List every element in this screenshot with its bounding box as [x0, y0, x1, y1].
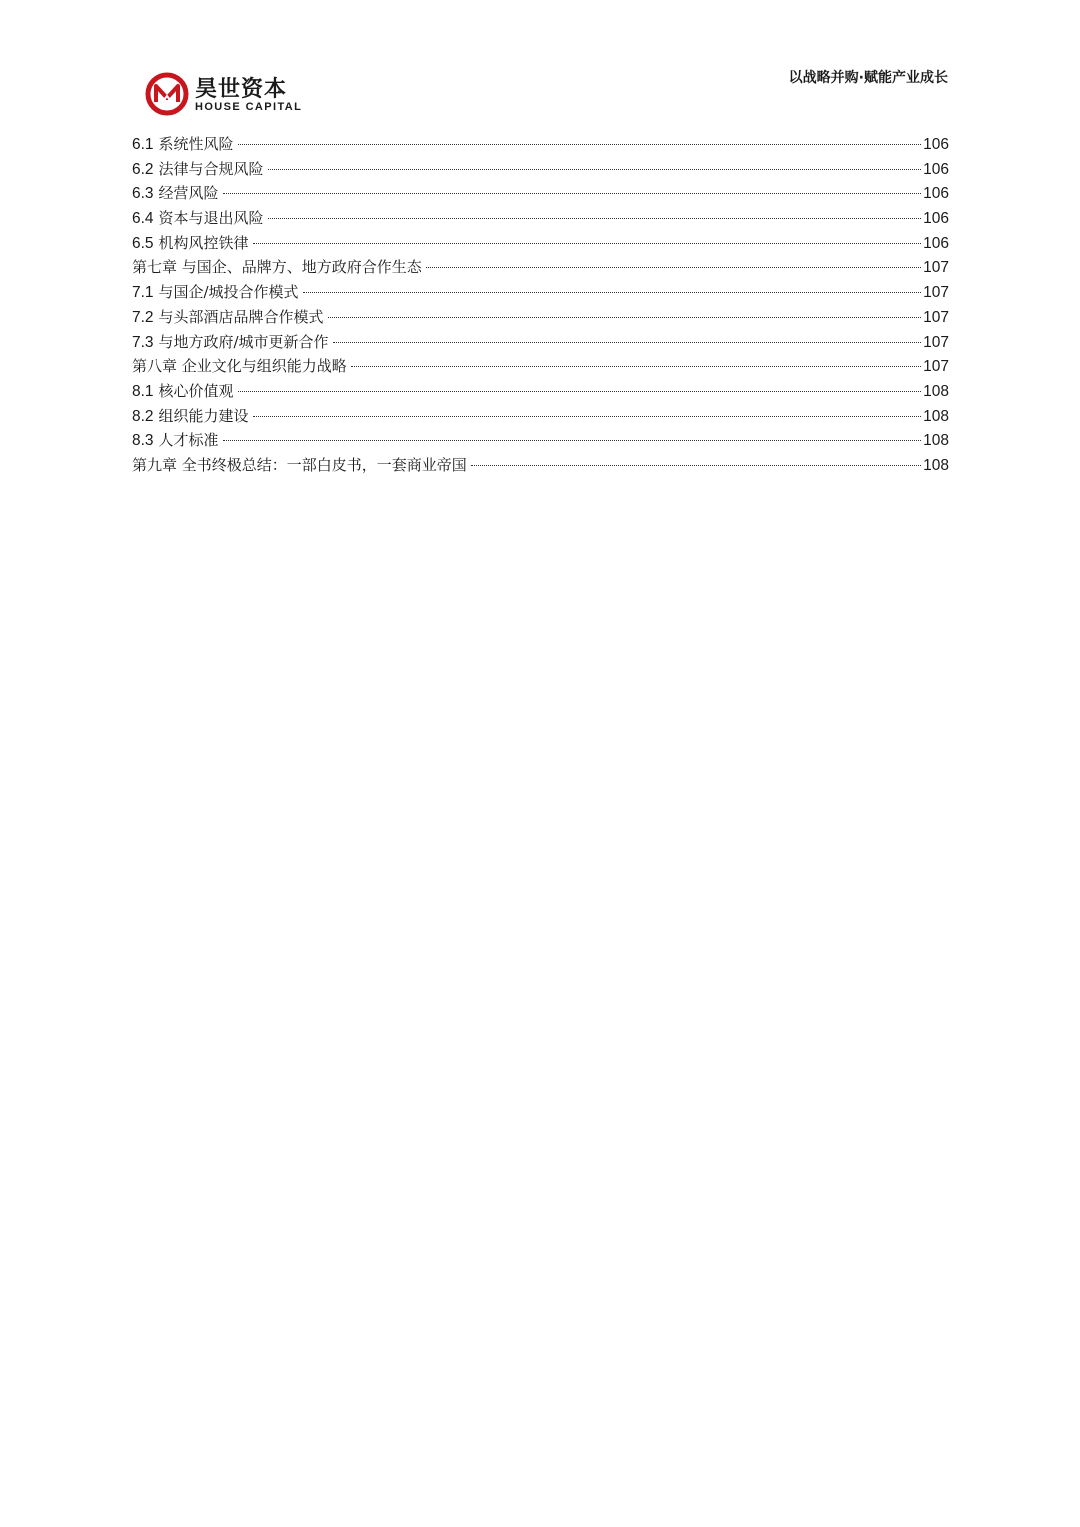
toc-entry[interactable]: [132, 255, 949, 280]
toc-entry-title: 人才标准: [158, 431, 219, 450]
toc-entry-title: 第七章 与国企、品牌方、地方政府合作生态: [132, 258, 422, 277]
toc-entry-number: 6.2: [132, 160, 154, 178]
toc-dot-leader: [268, 217, 922, 219]
toc-entry-number: 7.2: [132, 308, 154, 326]
toc-entry-title: 机构风控铁律: [158, 233, 249, 252]
toc-entry[interactable]: [132, 379, 949, 404]
toc-entry-page-number: 106: [923, 136, 949, 153]
toc-entry-title: 资本与退出风险: [158, 209, 264, 228]
toc-entry-number: 7.1: [132, 284, 154, 302]
toc-entry[interactable]: [132, 157, 949, 182]
toc-entry-page-number: 108: [923, 432, 949, 450]
toc-entry-title: 系统性风险: [158, 135, 234, 153]
toc-entry[interactable]: [132, 280, 949, 305]
toc-entry-page-number: 106: [923, 160, 949, 178]
toc-entry-page-number: 108: [923, 456, 949, 474]
toc-entry-title: 第九章 全书终极总结：一部白皮书，一套商业帝国: [132, 455, 467, 474]
toc-entry-page-number: 106: [923, 185, 949, 203]
toc-entry[interactable]: [132, 330, 949, 355]
toc-entry-title: 核心价值观: [158, 381, 234, 400]
toc-dot-leader: [351, 365, 921, 367]
toc-entry[interactable]: [132, 354, 949, 379]
house-capital-logo-icon: [145, 72, 189, 116]
logo-english-name: HOUSE CAPITAL: [195, 101, 303, 113]
company-logo: [145, 72, 315, 120]
toc-entry[interactable]: [132, 206, 949, 231]
toc-entry[interactable]: [132, 453, 949, 478]
toc-entry-number: 8.1: [132, 382, 154, 400]
toc-entry-page-number: 106: [923, 234, 949, 252]
toc-entry-number: 6.3: [132, 185, 154, 203]
toc-entry[interactable]: [132, 404, 949, 429]
toc-entry-number: 7.3: [132, 333, 154, 351]
toc-entry[interactable]: [132, 305, 949, 330]
toc-entry[interactable]: [132, 181, 949, 206]
toc-entry-number: 6.4: [132, 210, 154, 228]
toc-dot-leader: [238, 390, 922, 392]
toc-entry-page-number: 107: [923, 333, 949, 351]
header-slogan: 以战略并购·赋能产业成长: [788, 70, 948, 86]
toc-entry-page-number: 107: [923, 259, 949, 277]
toc-entry-title: 与地方政府/城市更新合作: [158, 332, 329, 351]
toc-dot-leader: [268, 168, 922, 170]
toc-entry[interactable]: [132, 428, 949, 453]
toc-entry-number: 8.2: [132, 407, 154, 425]
toc-entry-number: 6.1: [132, 136, 154, 153]
toc-dot-leader: [223, 439, 922, 441]
logo-chinese-name: 昊世资本: [195, 77, 288, 102]
table-of-contents: [132, 132, 949, 478]
toc-entry[interactable]: [132, 231, 949, 256]
toc-entry-page-number: 108: [923, 382, 949, 400]
toc-entry-title: 与头部酒店品牌合作模式: [158, 307, 324, 326]
toc-dot-leader: [471, 464, 921, 466]
toc-entry[interactable]: [132, 132, 949, 157]
toc-dot-leader: [223, 192, 922, 194]
toc-dot-leader: [333, 341, 922, 343]
toc-dot-leader: [253, 242, 922, 244]
toc-entry-title: 法律与合规风险: [158, 159, 264, 178]
toc-entry-number: 8.3: [132, 432, 154, 450]
toc-entry-page-number: 106: [923, 210, 949, 228]
toc-entry-page-number: 107: [923, 358, 949, 376]
toc-entry-page-number: 107: [923, 308, 949, 326]
toc-dot-leader: [238, 143, 922, 145]
page-header: [0, 0, 1080, 130]
toc-dot-leader: [303, 291, 922, 293]
toc-entry-page-number: 107: [923, 284, 949, 302]
toc-entry-title: 第八章 企业文化与组织能力战略: [132, 357, 347, 376]
toc-entry-title: 组织能力建设: [158, 406, 249, 425]
toc-entry-page-number: 108: [923, 407, 949, 425]
toc-dot-leader: [426, 266, 921, 268]
toc-entry-number: 6.5: [132, 234, 154, 252]
toc-dot-leader: [253, 415, 922, 417]
toc-dot-leader: [328, 316, 922, 318]
toc-entry-title: 经营风险: [158, 184, 219, 203]
toc-entry-title: 与国企/城投合作模式: [158, 283, 299, 302]
